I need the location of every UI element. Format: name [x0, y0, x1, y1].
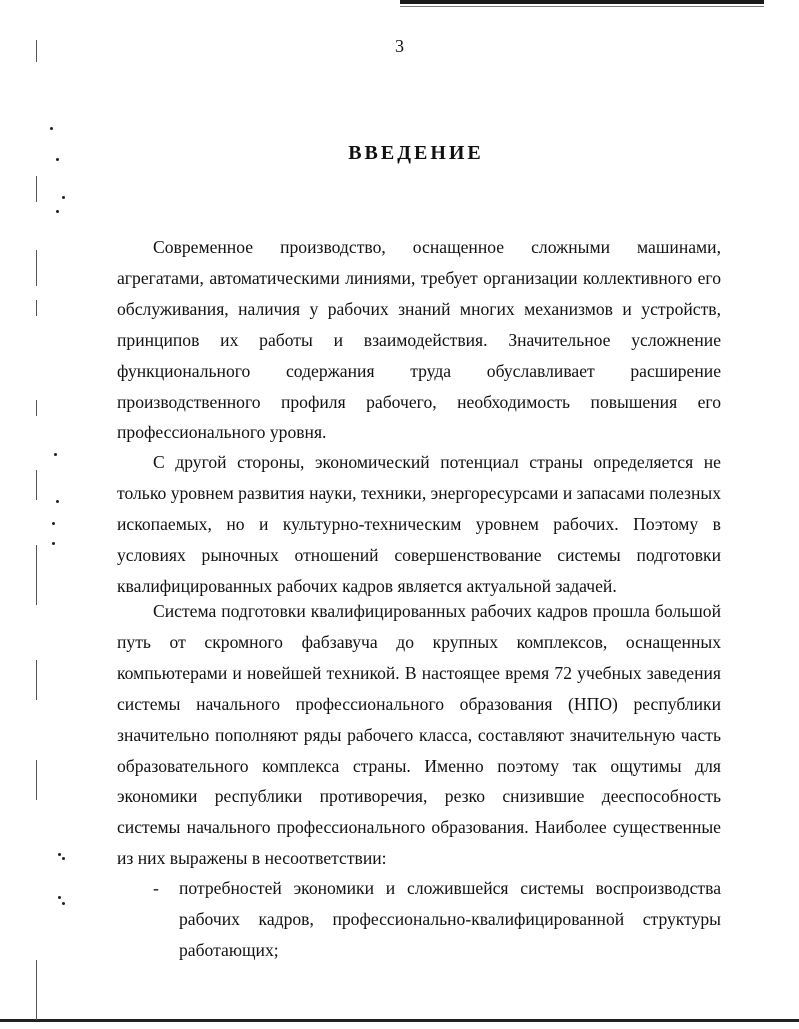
scan-bottom-rule: [0, 1019, 799, 1022]
scan-speck: [62, 902, 65, 905]
scan-margin-line: [36, 545, 37, 605]
scan-speck: [52, 542, 55, 545]
scan-speck: [52, 522, 55, 525]
body-paragraph: Современное производство, оснащенное сложными машинами, агрегатами, автоматическими линиями, требует организации коллективного его обслуживания, наличия у рабочих знаний многих механизмов и устройств, принципов их работы и взаимодействия. Значительное усложнение функционального содержания труда обуславливает расширение производственного профиля рабочего, необходимость повышения его профессионального уровня.: [117, 237, 721, 443]
scan-speck: [50, 127, 53, 130]
scan-margin-line: [36, 660, 37, 700]
scan-speck: [58, 896, 61, 899]
scan-margin-line: [36, 400, 37, 416]
scan-margin-line: [36, 250, 37, 286]
scan-margin-line: [36, 960, 37, 1020]
page-title: ВВЕДЕНИЕ: [348, 142, 484, 164]
scan-speck: [56, 500, 59, 503]
body-paragraph: Система подготовки квалифицированных рабочих кадров прошла большой путь от скромного фабзавуча до крупных комплексов, оснащенных компьютерами и новейшей техникой. В настоящее время 72 учебных заведения системы начального профессионального образования (НПО) республики значительно пополняют ряды рабочего класса, составляют значительную часть образовательного комплекса страны. Именно поэтому так ощутимы для экономики республики противоречия, резко снизившие дееспособность системы начального профессионального образования. Наиболее существенные из них выражены в несоответствии:: [117, 601, 721, 869]
page-number: 3: [395, 36, 404, 56]
list-item-marker: -: [153, 878, 159, 898]
scan-top-rule-thin: [400, 6, 764, 7]
scan-margin-line: [36, 760, 37, 800]
scan-speck: [56, 210, 59, 213]
scan-speck: [58, 853, 61, 856]
body-paragraph: С другой стороны, экономический потенциал страны определяется не только уровнем развития науки, техники, энергоресурсами и запасами полезных ископаемых, но и культурно-техническим уровнем рабочих. Поэтому в условиях рыночных отношений совершенствование системы подготовки квалифицированных рабочих кадров является актуальной задачей.: [117, 452, 721, 596]
scan-margin-line: [36, 300, 37, 316]
scan-speck: [62, 857, 65, 860]
scan-speck: [62, 196, 65, 199]
scan-speck: [54, 453, 57, 456]
scan-top-rule: [400, 0, 764, 4]
scan-margin-line: [36, 470, 37, 500]
list-item: потребностей экономики и сложившейся системы воспроизводства рабочих кадров, профессионально-квалифицированной структуры работающих;: [179, 878, 721, 960]
scan-margin-line: [36, 176, 37, 202]
